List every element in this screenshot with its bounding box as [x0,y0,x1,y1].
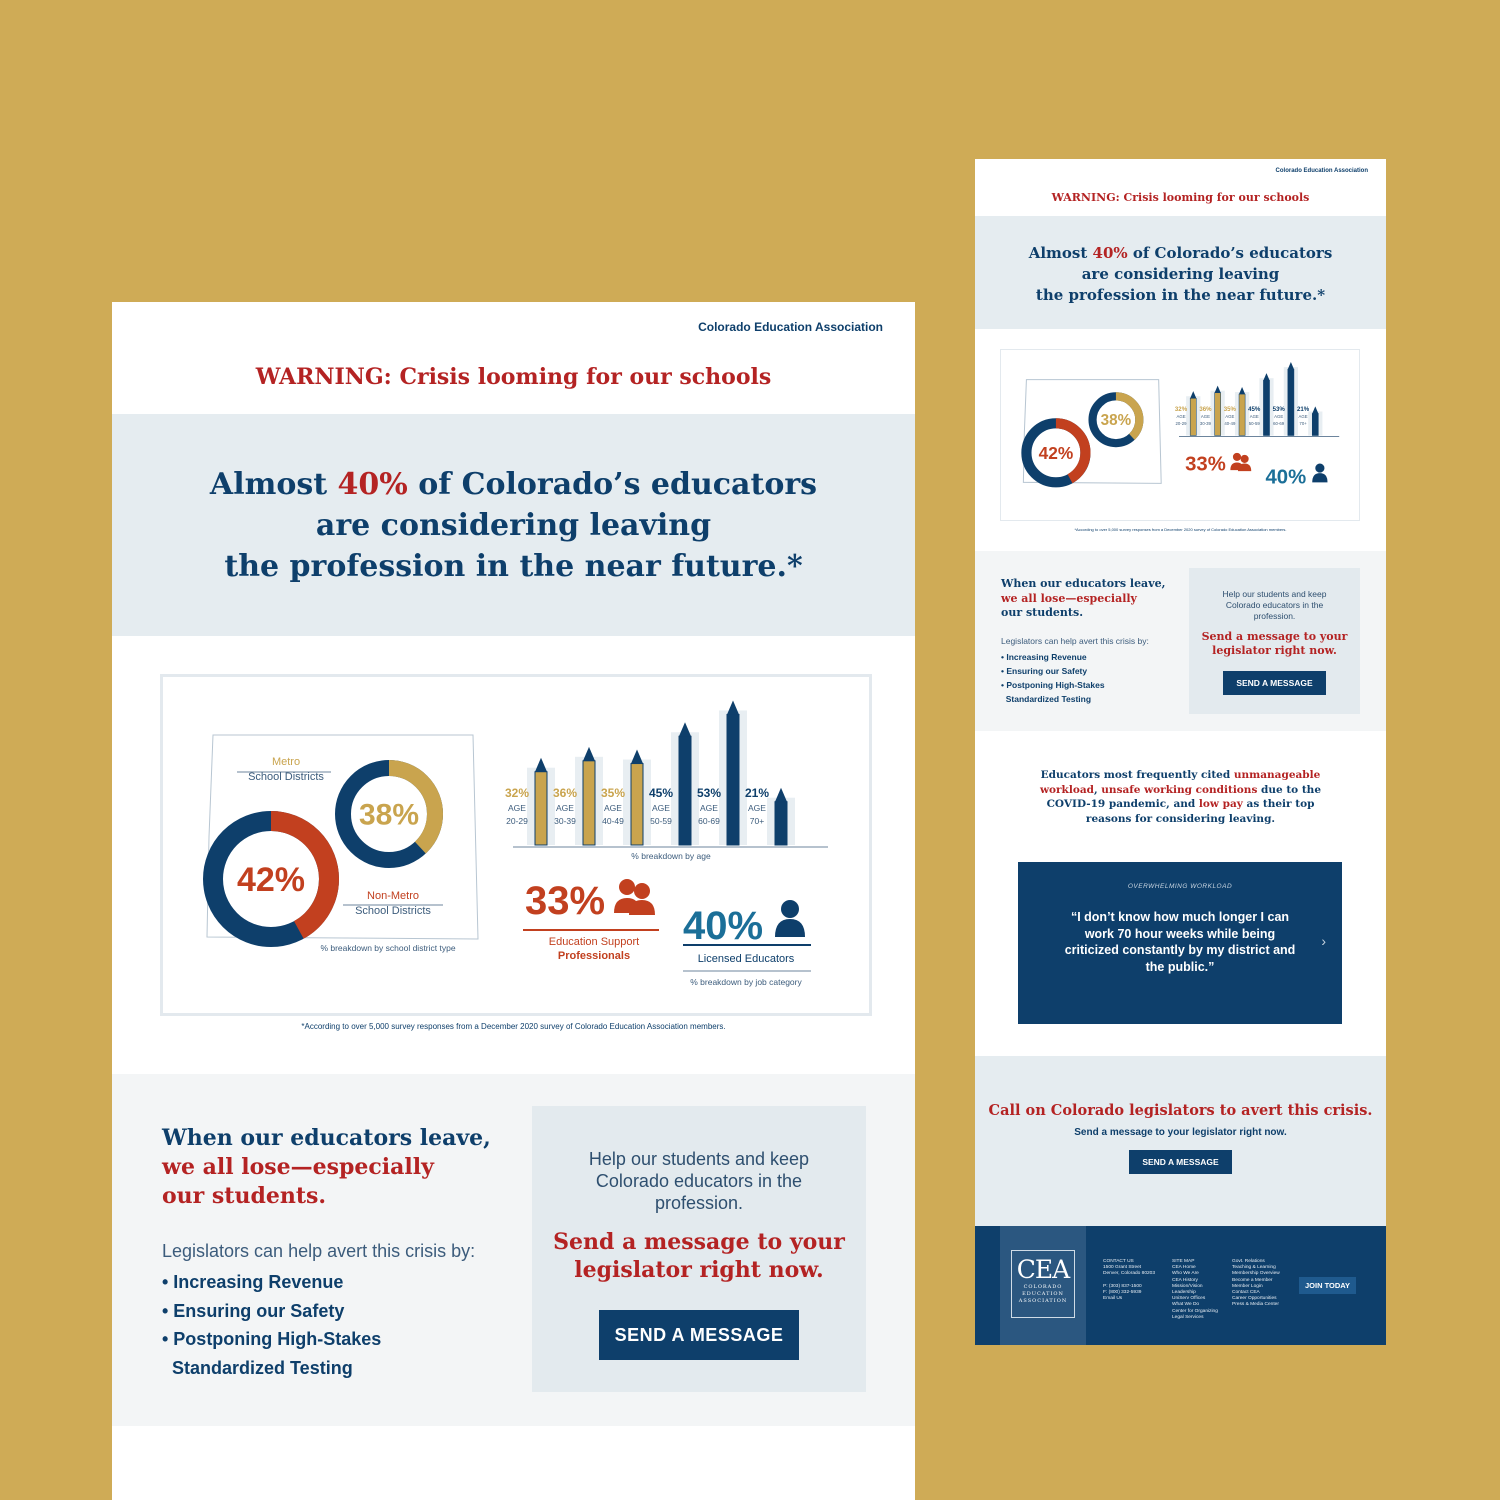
age-bar-value-label: 35% [600,786,626,800]
cta-section [975,551,1386,731]
age-bar [1239,394,1245,435]
reasons-text: Educators most frequently cited unmanageable workload, unsafe working conditions due to the COVID-19 pandemic, and low pay as their top reasons for considering leaving. [1039,769,1322,825]
donut-value-label: 42% [1038,442,1074,463]
brand-name: Colorado Education Association [698,320,883,334]
cta-list [1001,650,1181,706]
people-icon [1230,453,1251,471]
donut-nonmetro [213,821,329,937]
list-item: • Postponing High-Stakes [1001,679,1105,690]
brand-name: Colorado Education Association [1275,168,1368,174]
age-prefix-label: AGE [748,803,766,813]
licensed-percent: 40% [1265,466,1307,489]
email-preview-large [112,302,915,1500]
age-category-label: 30-39 [1199,420,1211,426]
infographic-box [160,674,872,1016]
cta-subtext: Legislators can help avert this crisis by: [162,1241,476,1261]
age-category-label: 20-29 [1175,420,1187,426]
footnote: *According to over 5,000 survey responses from a December 2020 survey of Colorado Education Association members. [1074,527,1287,532]
hero-band [112,414,915,636]
licensed-label: Licensed Educators [697,953,795,965]
age-bar [631,764,643,845]
footer-contact[interactable]: CONTACT US 1500 Grant Street Denver, Colorado 80203 P: (303) 837-1500 F: (800) 332-5939 Email Us [1103,1259,1156,1302]
age-bar-chart [1175,362,1322,436]
hero-headline: Almost 40% of Colorado’s educators are considering leaving the profession in the near future.* [209,467,818,584]
donut-metro [1093,396,1140,443]
age-caption: % breakdown by age [631,851,711,861]
age-prefix-label: AGE [604,803,622,813]
quote-carousel [1018,862,1342,1024]
donut-metro [343,768,435,860]
pencil-tip [1215,386,1221,393]
age-prefix-label: AGE [1176,414,1186,420]
send-message-button[interactable]: SEND A MESSAGE [599,1310,799,1360]
age-category-label: 50-59 [650,816,672,826]
pencil-tip [1190,391,1196,398]
cta-heading: When our educators leave, we all lose—especially our students. [1001,577,1166,619]
footer [975,1226,1386,1345]
footer-links[interactable]: Govt. Relations Teaching & Learning Membership Overview Become a Member Member Login Contact CEA Career Opportunities Press & Media Center [1232,1259,1280,1308]
person-icon [775,900,805,937]
age-bar [583,761,595,845]
nonmetro-label: Non-Metro [367,890,419,902]
infographic-thumbnail [1001,350,1357,518]
age-bar [1263,380,1269,435]
age-category-label: 70+ [749,816,765,826]
send-message-button[interactable]: SEND A MESSAGE [1129,1150,1231,1174]
list-item: • Postponing High-Stakes [162,1329,382,1349]
infographic [163,677,863,1007]
pencil-tip [727,700,739,714]
join-today-button[interactable]: JOIN TODAY [1299,1277,1356,1294]
pencil-tip [1263,373,1269,380]
age-bar [1190,398,1196,435]
list-item: Standardized Testing [1001,693,1092,704]
age-bar-value-label: 45% [1248,406,1261,414]
job-caption: % breakdown by job category [690,977,802,987]
pencil-tip [679,722,691,736]
age-prefix-label: AGE [508,803,526,813]
pencil-tip [775,788,787,802]
donut-value-label: 42% [236,860,306,899]
warning-heading: WARNING: Crisis looming for our schools [255,364,772,390]
esp-label-1: Education Support [548,936,640,948]
cta-copy [162,1124,532,1382]
age-prefix-label: AGE [700,803,718,813]
metro-label: Metro [271,756,301,768]
age-prefix-label: AGE [1200,414,1211,420]
quote-label: OVERWHELMING WORKLOAD [1127,883,1233,890]
list-item: Standardized Testing [162,1357,353,1378]
people-icon [614,879,655,915]
call-heading: Call on Colorado legislators to avert this crisis. [988,1102,1373,1119]
age-category-label: 30-39 [554,816,576,826]
pencil-tip [1239,387,1245,394]
footer-sitemap[interactable]: SITE MAP CEA Home Who We Are CEA History Mission/Vision Leadership UniServ Offices What We Do Center for Organizing Legal Services [1172,1259,1218,1320]
age-bar [535,772,547,845]
age-bar-value-label: 21% [744,786,770,800]
cta-box [1189,568,1360,714]
cta-box-text: Help our students and keep Colorado educators in the profession. [1222,589,1327,621]
donut-nonmetro [1026,423,1085,482]
cea-logo[interactable]: CEA COLORADO EDUCATION ASSOCIATION [1011,1250,1075,1318]
age-category-label: 70+ [1299,420,1307,426]
cta-heading: When our educators leave, we all lose—especially our students. [162,1125,491,1209]
esp-percent: 33% [1185,453,1226,476]
donut-value-label: 38% [1100,412,1132,430]
age-prefix-label: AGE [652,803,670,813]
send-message-button[interactable]: SEND A MESSAGE [1223,671,1325,695]
age-category-label: 40-49 [602,816,624,826]
age-prefix-label: AGE [1249,414,1259,420]
cta-box-text: Help our students and keep Colorado educators in the profession. [588,1149,810,1213]
age-category-label: 60-69 [698,816,720,826]
esp-label-2: Professionals [557,950,631,962]
quote-text: “I don’t know how much longer I can work 70 hour weeks while being criticized constantly by my district and the public.” [1064,910,1296,974]
age-bar [1215,393,1221,436]
age-bar-value-label: 32% [504,786,530,800]
cta-box-action: Send a message to your legislator right now. [553,1229,845,1283]
cta-section [112,1074,915,1426]
hero-band [975,216,1386,329]
cta-subtext: Legislators can help avert this crisis by: [1001,635,1149,646]
age-category-label: 40-49 [1224,420,1236,426]
age-bar-value-label: 36% [552,786,578,800]
metro-label-2: School Districts [248,771,324,783]
age-bar [1312,414,1318,436]
licensed-percent: 40% [683,904,764,948]
age-bar-value-label: 45% [648,786,674,800]
age-category-label: 20-29 [506,816,528,826]
pencil-tip [1312,406,1318,413]
age-bar-value-label: 53% [1272,406,1285,414]
pencil-tip [631,750,643,764]
esp-percent: 33% [525,879,606,923]
list-item: • Increasing Revenue [162,1272,344,1292]
list-item: • Ensuring our Safety [1001,665,1088,676]
age-bar-value-label: 35% [1223,406,1236,414]
age-bar [679,736,691,845]
age-bar-chart [505,700,795,845]
cta-box [532,1106,866,1392]
cta-copy [1001,577,1181,706]
age-prefix-label: AGE [1225,414,1235,420]
age-bar [775,802,787,845]
donut-value-label: 38% [358,798,420,832]
age-bar-value-label: 53% [696,786,722,800]
call-to-action [975,1056,1386,1226]
age-bar-value-label: 36% [1199,406,1212,414]
age-category-label: 50-59 [1248,420,1260,426]
pencil-tip [583,747,595,761]
list-item: • Increasing Revenue [1001,651,1087,662]
cta-box-action: Send a message to your legislator right now. [1201,630,1348,657]
age-bar [727,714,739,845]
age-prefix-label: AGE [1274,414,1284,420]
logo-panel [1000,1226,1086,1345]
infographic-box [1000,349,1360,521]
age-prefix-label: AGE [556,803,574,813]
age-bar [1288,369,1294,435]
pencil-tip [1288,362,1294,369]
nonmetro-label-2: School Districts [355,905,431,917]
person-icon [1312,463,1327,482]
district-caption: % breakdown by school district type [320,943,456,953]
call-subtext: Send a message to your legislator right now. [1074,1127,1287,1138]
chevron-right-icon[interactable]: › [1321,933,1326,949]
footnote: *According to over 5,000 survey responses from a December 2020 survey of Colorado Education Association members. [301,1022,726,1031]
email-preview-full [975,159,1386,1345]
age-prefix-label: AGE [1298,414,1308,420]
hero-headline: Almost 40% of Colorado’s educators are considering leaving the profession in the near future.* [1028,244,1333,304]
age-category-label: 60-69 [1273,420,1285,426]
age-bar-value-label: 21% [1296,406,1310,414]
cta-list [162,1268,532,1382]
list-item: • Ensuring our Safety [162,1300,345,1321]
age-bar-value-label: 32% [1174,406,1188,414]
pencil-tip [535,758,547,772]
warning-heading: WARNING: Crisis looming for our schools [1051,191,1310,204]
